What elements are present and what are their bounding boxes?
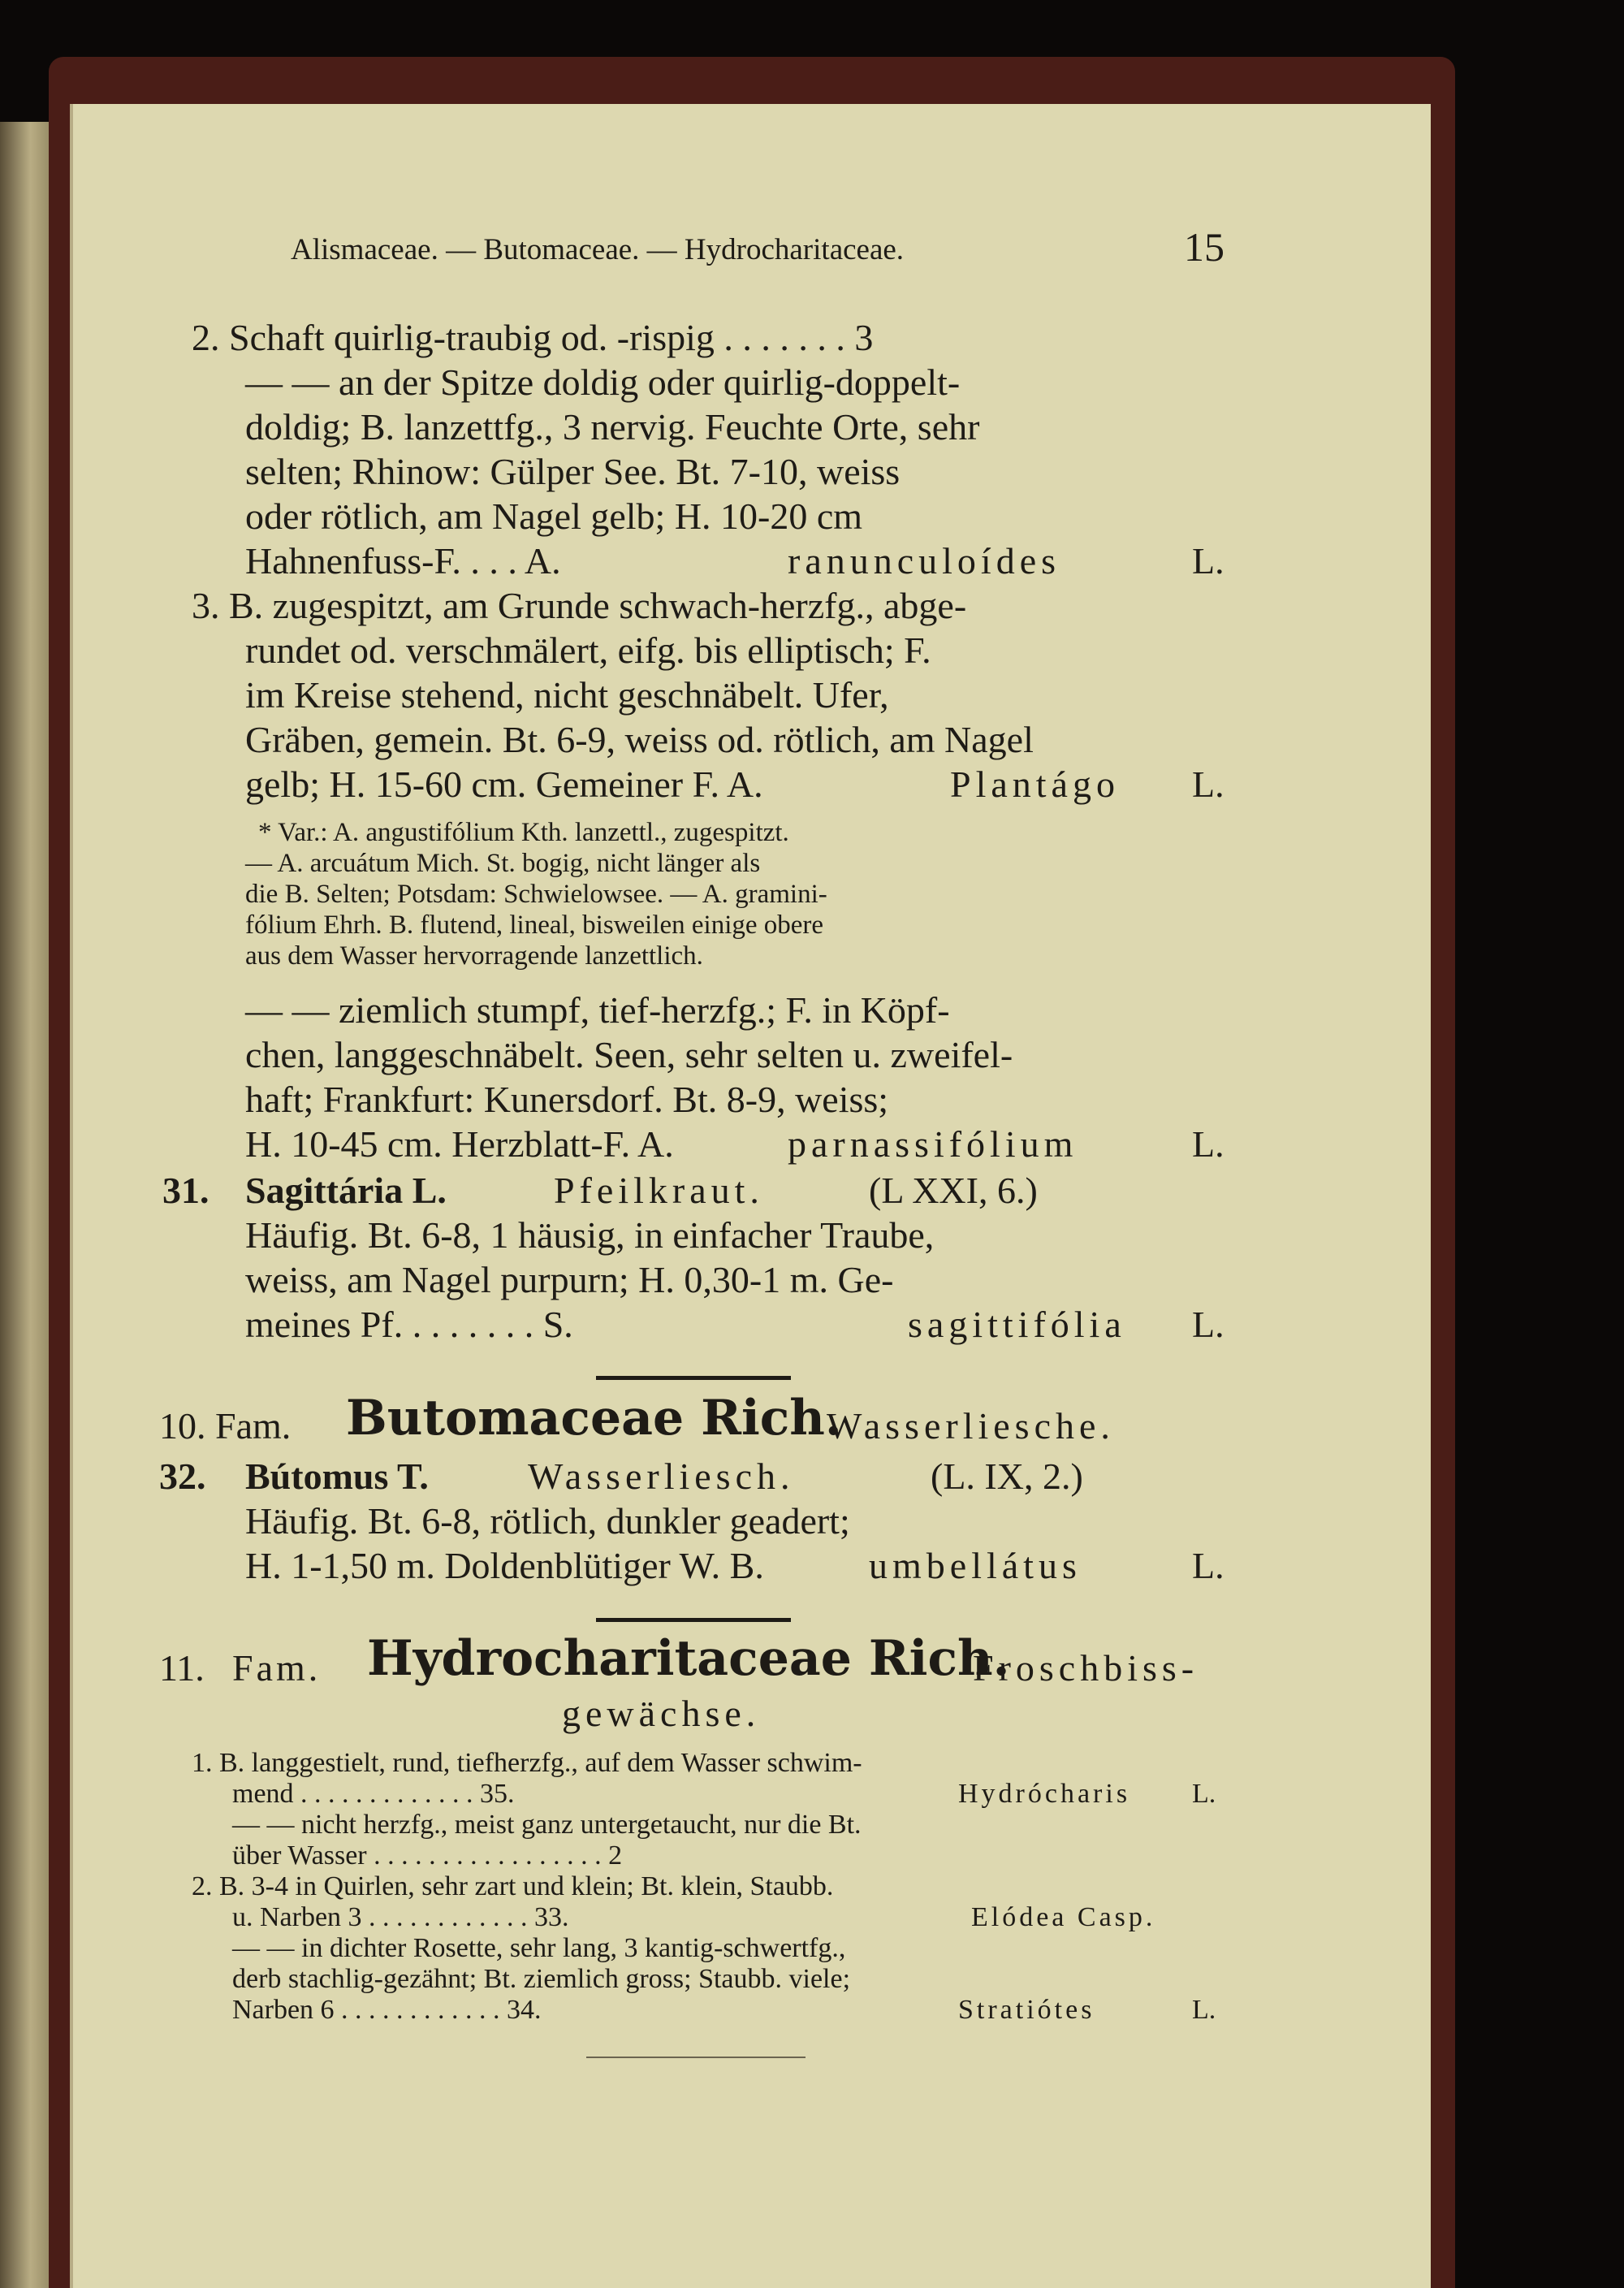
variety-note: fólium Ehrh. B. flutend, lineal, bisweilen einige obere: [245, 910, 824, 940]
text-line: H. 1-1,50 m. Doldenblütiger W. B.: [245, 1545, 764, 1586]
key-line: über Wasser . . . . . . . . . . . . . . . . . 2: [232, 1840, 623, 1871]
author-abbrev: L.: [1192, 1304, 1224, 1345]
running-title: Alismaceae. — Butomaceae. — Hydrocharitaceae.: [291, 233, 905, 266]
page-number: 15: [1184, 224, 1224, 270]
genus-common-name: Pfeilkraut.: [554, 1170, 764, 1211]
genus-ref: Stratiótes: [958, 1995, 1095, 2025]
family-label: Fam.: [232, 1647, 322, 1689]
family-common-name: gewächse.: [562, 1693, 761, 1734]
species-name: sagittifólia: [908, 1304, 1126, 1345]
key-line: derb stachlig-gezähnt; Bt. ziemlich gross; Staubb. viele;: [232, 1964, 851, 1994]
text-line: Häufig. Bt. 6-8, 1 häusig, in einfacher Traube,: [245, 1214, 935, 1256]
genus-number: 32.: [159, 1455, 206, 1497]
author-abbrev: L.: [1192, 1545, 1224, 1586]
key-line: — — nicht herzfg., meist ganz untergetaucht, nur die Bt.: [232, 1810, 862, 1840]
family-number: 10. Fam.: [159, 1405, 292, 1447]
author-abbrev: L.: [1192, 1779, 1216, 1809]
text-line: im Kreise stehend, nicht geschnäbelt. Ufer,: [245, 674, 889, 716]
variety-note: — A. arcuátum Mich. St. bogig, nicht länger als: [245, 849, 761, 878]
text-line: meines Pf. . . . . . . . S.: [245, 1304, 573, 1345]
key-line: u. Narben 3 . . . . . . . . . . . . 33.: [232, 1902, 569, 1932]
facing-page-edge: [0, 122, 55, 2288]
text-line: 2. Schaft quirlig-traubig od. -rispig . . . . . . . 3: [192, 317, 874, 358]
genus-name: Bútomus T.: [245, 1455, 429, 1497]
text-line: Häufig. Bt. 6-8, rötlich, dunkler geadert;: [245, 1500, 850, 1542]
key-line: 2. B. 3-4 in Quirlen, sehr zart und klein; Bt. klein, Staubb.: [192, 1871, 834, 1901]
text-line: gelb; H. 15-60 cm. Gemeiner F. A.: [245, 763, 763, 805]
family-common-name: Wasserliesche.: [827, 1405, 1115, 1447]
family-name: Hydrocharitaceae Rich.: [367, 1630, 1010, 1687]
text-line: doldig; B. lanzettfg., 3 nervig. Feuchte Orte, sehr: [245, 406, 980, 448]
genus-number: 31.: [162, 1170, 209, 1211]
section-divider: [596, 1618, 791, 1622]
linnaean-class: (L XXI, 6.): [869, 1170, 1038, 1211]
variety-note: aus dem Wasser hervorragende lanzettlich.: [245, 941, 703, 971]
text-line: Gräben, gemein. Bt. 6-9, weiss od. rötlich, am Nagel: [245, 719, 1034, 760]
species-name: ranunculoídes: [788, 540, 1061, 582]
text-line: rundet od. verschmälert, eifg. bis elliptisch; F.: [245, 629, 931, 671]
section-divider: [596, 1376, 791, 1380]
book-page: [70, 104, 1431, 2288]
family-name: Butomaceae Rich.: [346, 1390, 842, 1447]
text-line: H. 10-45 cm. Herzblatt-F. A.: [245, 1123, 674, 1165]
species-name: umbellátus: [869, 1545, 1082, 1586]
genus-ref: Elódea Casp.: [971, 1902, 1156, 1932]
author-abbrev: L.: [1192, 763, 1224, 805]
variety-note: die B. Selten; Potsdam: Schwielowsee. — A. gramini-: [245, 880, 827, 909]
variety-note: * Var.: A. angustifólium Kth. lanzettl., zugespitzt.: [258, 818, 789, 847]
text-line: haft; Frankfurt: Kunersdorf. Bt. 8-9, weiss;: [245, 1079, 889, 1120]
text-line: Hahnenfuss-F. . . . A.: [245, 540, 561, 582]
author-abbrev: L.: [1192, 1995, 1216, 2025]
family-number: 11.: [159, 1647, 205, 1689]
key-line: Narben 6 . . . . . . . . . . . . 34.: [232, 1995, 542, 2025]
key-line: mend . . . . . . . . . . . . . 35.: [232, 1779, 515, 1809]
key-line: — — in dichter Rosette, sehr lang, 3 kantig-schwertfg.,: [232, 1933, 846, 1963]
species-name: parnassifólium: [788, 1123, 1078, 1165]
family-common-name: Froschbiss-: [973, 1647, 1199, 1689]
genus-name: Sagittária L.: [245, 1170, 447, 1211]
text-line: weiss, am Nagel purpurn; H. 0,30-1 m. Ge-: [245, 1259, 894, 1300]
genus-common-name: Wasserliesch.: [528, 1455, 795, 1497]
text-line: — — an der Spitze doldig oder quirlig-doppelt-: [245, 361, 961, 403]
species-name: Plantágo: [950, 763, 1120, 805]
linnaean-class: (L. IX, 2.): [931, 1455, 1083, 1497]
text-line: chen, langgeschnäbelt. Seen, sehr selten u. zweifel-: [245, 1034, 1013, 1075]
genus-ref: Hydrócharis: [958, 1779, 1131, 1809]
author-abbrev: L.: [1192, 1123, 1224, 1165]
text-line: 3. B. zugespitzt, am Grunde schwach-herzfg., abge-: [192, 585, 967, 626]
key-line: 1. B. langgestielt, rund, tiefherzfg., auf dem Wasser schwim-: [192, 1748, 862, 1778]
text-line: oder rötlich, am Nagel gelb; H. 10-20 cm: [245, 495, 863, 537]
section-divider: [586, 2057, 806, 2058]
text-line: selten; Rhinow: Gülper See. Bt. 7-10, weiss: [245, 451, 901, 492]
text-line: — — ziemlich stumpf, tief-herzfg.; F. in Köpf-: [245, 989, 950, 1031]
author-abbrev: L.: [1192, 540, 1224, 582]
